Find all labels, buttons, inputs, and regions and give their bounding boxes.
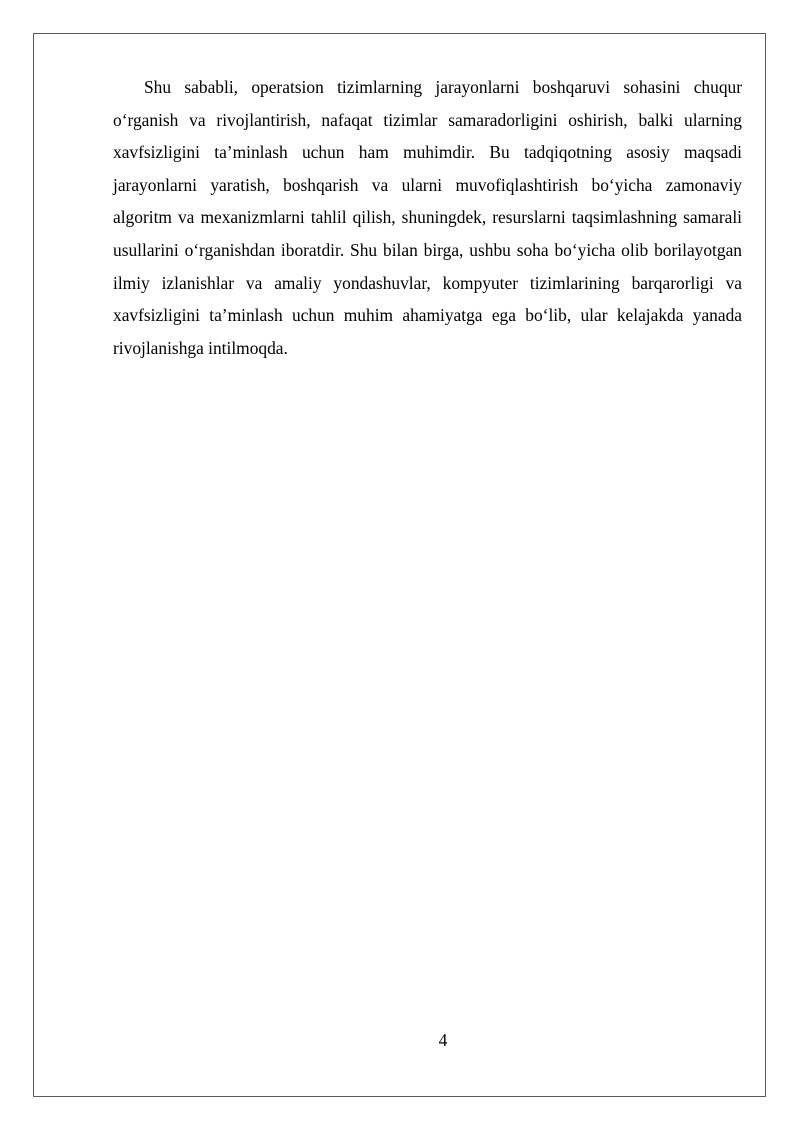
body-paragraph: Shu sababli, operatsion tizimlarning jarayonlarni boshqaruvi sohasini chuqur o‘rganish va rivojlantirish, nafaqat tizimlar samaradorligini oshirish, balki ularning xavfsizligini ta’minlash uchun ham muhimdir. Bu tadqiqotning asosiy maqsadi jarayonlarni yaratish, boshqarish va ularni muvofiqlashtirish bo‘yicha zamonaviy algoritm va mexanizmlarni tahlil qilish, shuningdek, resurslarni taqsimlashning samarali usullarini o‘rganishdan iboratdir. Shu bilan birga, ushbu soha bo‘yicha olib borilayotgan ilmiy izlanishlar va amaliy yondashuvlar, kompyuter tizimlarining barqarorligi va xavfsizligini ta’minlash uchun muhim ahamiyatga ega bo‘lib, ular kelajakda yanada rivojlanishga intilmoqda. (113, 77, 742, 358)
page-number: 4 (438, 1030, 448, 1050)
